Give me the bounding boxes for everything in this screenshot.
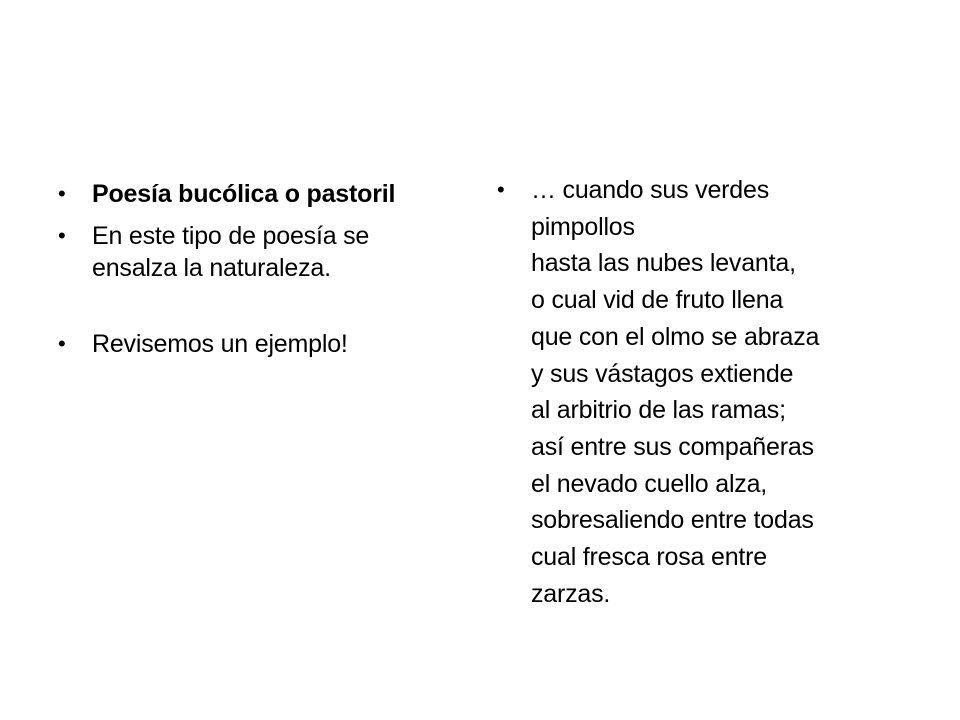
heading-text: Poesía bucólica o pastoril: [92, 180, 396, 208]
bullet-poem: [497, 172, 937, 612]
bullet-icon: •: [58, 223, 66, 248]
left-text-column: [58, 172, 458, 360]
bullet-icon: •: [58, 331, 66, 356]
description-text: En este tipo de poesía se ensalza la naturaleza.: [92, 222, 370, 282]
prompt-text: Revisemos un ejemplo!: [92, 330, 348, 358]
bullet-prompt: [58, 328, 458, 360]
poem-text: … cuando sus verdes pimpollos hasta las nubes levanta, o cual vid de fruto llena que con el olmo se abraza y sus vástagos extiende al arbitrio de las ramas; así entre sus compañeras el nevado cuello alza, sobresaliendo entre todas cual fresca rosa entre zarzas.: [531, 176, 820, 608]
bullet-heading: [58, 178, 458, 210]
bullet-icon: •: [497, 177, 505, 202]
right-poem-column: [497, 172, 937, 612]
bullet-description: [58, 220, 458, 284]
bullet-icon: •: [58, 181, 66, 206]
